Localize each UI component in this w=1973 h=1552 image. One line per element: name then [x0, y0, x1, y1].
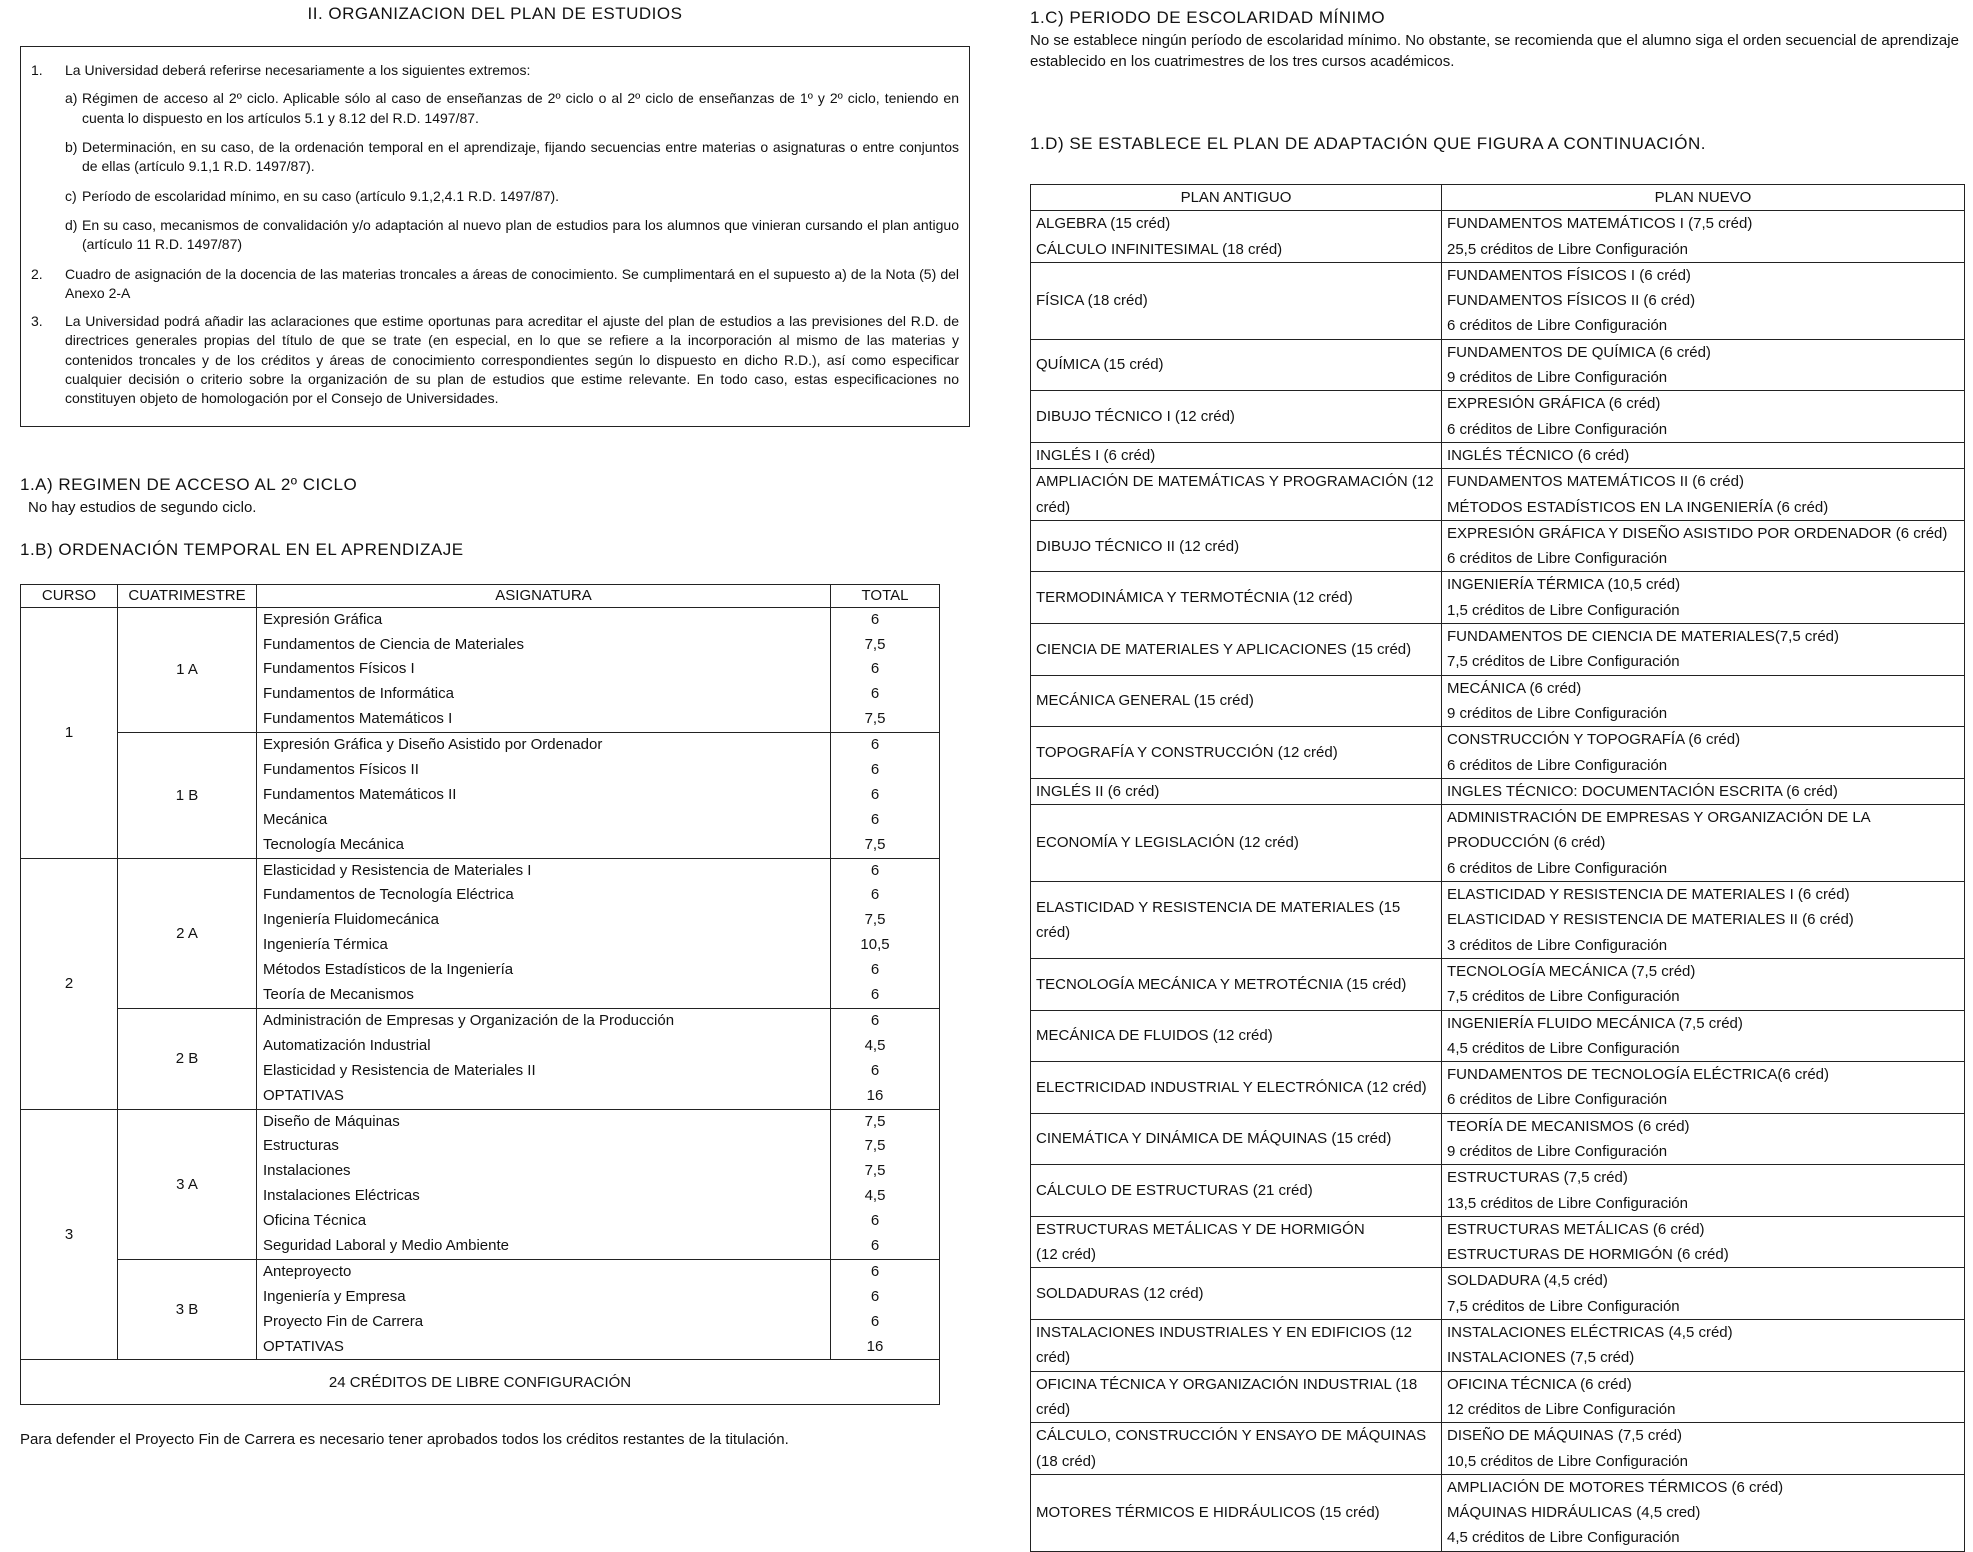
- sub-text: Período de escolaridad mínimo, en su caso (artículo 9.1,2,4.1 R.D. 1497/87).: [82, 187, 560, 204]
- plan-antiguo-line: TERMODINÁMICA Y TERMOTÉCNIA (12 créd): [1036, 589, 1353, 607]
- asignatura-name: Instalaciones Eléctricas: [263, 1187, 420, 1205]
- asignatura-cell: [257, 733, 831, 858]
- total-value: 6: [870, 685, 880, 703]
- plan-antiguo-line: CÁLCULO, CONSTRUCCIÓN Y ENSAYO DE MÁQUINAS (18 créd): [1036, 1427, 1427, 1470]
- instruction-item-1: [31, 61, 959, 80]
- total-value: 7,5: [864, 911, 886, 929]
- total-value: 7,5: [864, 1137, 886, 1155]
- plan-nuevo-line: SOLDADURA (4,5 créd): [1447, 1272, 1608, 1290]
- total-value: 6: [870, 1061, 880, 1079]
- sub-item-a: [65, 89, 959, 128]
- total-value: 6: [870, 736, 880, 754]
- total-value: 6: [870, 1287, 880, 1305]
- plan-antiguo-line: SOLDADURAS (12 créd): [1036, 1285, 1204, 1303]
- plan-nuevo-line: MÁQUINAS HIDRÁULICAS (4,5 cred): [1447, 1504, 1701, 1522]
- table-row: [21, 1259, 940, 1360]
- curso-cell: 2: [21, 858, 118, 1109]
- asignatura-name: Ingeniería Fluidomecánica: [263, 911, 439, 929]
- sub-item-d: [65, 216, 959, 255]
- asignatura-name: Métodos Estadísticos de la Ingeniería: [263, 961, 514, 979]
- plan-antiguo-cell: [1031, 1062, 1442, 1114]
- plan-antiguo-line: INGLÉS II (6 créd): [1036, 782, 1160, 800]
- header-total: TOTAL: [831, 584, 940, 607]
- total-value: 7,5: [864, 710, 886, 728]
- plan-antiguo-cell: [1031, 339, 1442, 391]
- asignatura-name: Anteproyecto: [263, 1262, 352, 1280]
- asignatura-cell: [257, 1259, 831, 1360]
- plan-antiguo-cell: [1031, 805, 1442, 882]
- plan-antiguo-cell: [1031, 675, 1442, 727]
- asignatura-name: Ingeniería y Empresa: [263, 1287, 406, 1305]
- plan-antiguo-cell: [1031, 469, 1442, 521]
- sub-text: Régimen de acceso al 2º ciclo. Aplicable sólo al caso de enseñanzas de 2º ciclo o al 2º ciclo de enseñanzas de 1º y 2º ciclo, teniendo en cuenta lo dispuesto en los artículos 5.1 y 8.12 del R.D. 1497/87.: [82, 90, 959, 126]
- plan-nuevo-line: ESTRUCTURAS (7,5 créd): [1447, 1169, 1628, 1187]
- plan-nuevo-line: INGENIERÍA FLUIDO MECÁNICA (7,5 créd): [1447, 1014, 1743, 1032]
- plan-antiguo-line: CÁLCULO INFINITESIMAL (18 créd): [1036, 240, 1283, 258]
- table-header-row: [1031, 185, 1965, 211]
- plan-antiguo-line: ELECTRICIDAD INDUSTRIAL Y ELECTRÓNICA (12 créd): [1036, 1078, 1427, 1096]
- total-value: 6: [870, 610, 880, 628]
- plan-antiguo-cell: [1031, 1113, 1442, 1165]
- plan-antiguo-cell: [1031, 882, 1442, 959]
- plan-antiguo-cell: [1031, 727, 1442, 779]
- plan-nuevo-cell: [1442, 1474, 1965, 1551]
- plan-nuevo-cell: [1442, 442, 1965, 468]
- plan-antiguo-cell: [1031, 1216, 1442, 1268]
- table-row: [1031, 1165, 1965, 1217]
- plan-nuevo-cell: [1442, 778, 1965, 804]
- table-footer-row: [21, 1360, 940, 1405]
- asignatura-name: Fundamentos de Tecnología Eléctrica: [263, 886, 514, 904]
- plan-nuevo-cell: [1442, 520, 1965, 572]
- plan-nuevo-line: EXPRESIÓN GRÁFICA Y DISEÑO ASISTIDO POR ORDENADOR (6 créd): [1447, 524, 1948, 542]
- plan-nuevo-line: DISEÑO DE MÁQUINAS (7,5 créd): [1447, 1427, 1683, 1445]
- instructions-box: [20, 46, 970, 427]
- instruction-item-3: [31, 312, 959, 409]
- plan-nuevo-line: TEORÍA DE MECANISMOS (6 créd): [1447, 1117, 1690, 1135]
- total-value: 7,5: [864, 635, 886, 653]
- total-value: 7,5: [864, 1112, 886, 1130]
- header-asignatura: ASIGNATURA: [257, 584, 831, 607]
- header-plan-antiguo: PLAN ANTIGUO: [1031, 185, 1442, 211]
- table-row: [1031, 1062, 1965, 1114]
- plan-nuevo-line: 6 créditos de Libre Configuración: [1447, 859, 1668, 877]
- plan-nuevo-line: 12 créditos de Libre Configuración: [1447, 1400, 1676, 1418]
- asignatura-cell: [257, 607, 831, 732]
- plan-nuevo-cell: [1442, 1320, 1965, 1372]
- asignatura-name: Tecnología Mecánica: [263, 835, 404, 853]
- cuatrimestre-cell: 1 B: [118, 733, 257, 858]
- plan-nuevo-line: TECNOLOGÍA MECÁNICA (7,5 créd): [1447, 962, 1696, 980]
- plan-nuevo-line: 6 créditos de Libre Configuración: [1447, 1091, 1668, 1109]
- table-row: [1031, 1474, 1965, 1551]
- header-plan-nuevo: PLAN NUEVO: [1442, 185, 1965, 211]
- table-row: [1031, 442, 1965, 468]
- plan-nuevo-line: 25,5 créditos de Libre Configuración: [1447, 240, 1688, 258]
- asignatura-name: Oficina Técnica: [263, 1212, 367, 1230]
- sub-letter: c): [65, 187, 77, 204]
- asignatura-cell: [257, 1008, 831, 1109]
- table-row: [1031, 1371, 1965, 1423]
- plan-nuevo-line: FUNDAMENTOS FÍSICOS II (6 créd): [1447, 292, 1696, 310]
- plan-antiguo-cell: [1031, 1474, 1442, 1551]
- total-value: 6: [870, 785, 880, 803]
- asignatura-name: Elasticidad y Resistencia de Materiales II: [263, 1061, 536, 1079]
- plan-nuevo-line: INGLÉS TÉCNICO (6 créd): [1447, 446, 1630, 464]
- asignatura-name: Fundamentos de Informática: [263, 685, 454, 703]
- table-row: [1031, 1268, 1965, 1320]
- plan-nuevo-line: 13,5 créditos de Libre Configuración: [1447, 1194, 1688, 1212]
- plan-nuevo-line: 7,5 créditos de Libre Configuración: [1447, 1297, 1680, 1315]
- total-value: 6: [870, 1312, 880, 1330]
- total-value: 16: [866, 1337, 884, 1355]
- total-value: 4,5: [864, 1187, 886, 1205]
- table-row: [21, 607, 940, 732]
- table-row: [1031, 958, 1965, 1010]
- adaptation-table: [1030, 184, 1965, 1552]
- table-row: [1031, 1113, 1965, 1165]
- table-row: [1031, 339, 1965, 391]
- plan-antiguo-line: MECÁNICA GENERAL (15 créd): [1036, 692, 1254, 710]
- total-value: 7,5: [864, 835, 886, 853]
- plan-antiguo-line: AMPLIACIÓN DE MATEMÁTICAS Y PROGRAMACIÓN (12 créd): [1036, 473, 1434, 516]
- asignatura-name: Fundamentos Físicos II: [263, 761, 419, 779]
- item-text: Cuadro de asignación de la docencia de las materias troncales a áreas de conocimiento. Se cumplimentará en el supuesto a) de la Nota (5) del Anexo 2-A: [65, 265, 959, 301]
- total-value: 6: [870, 660, 880, 678]
- instruction-item-2: [31, 265, 959, 304]
- asignatura-name: Administración de Empresas y Organización de la Producción: [263, 1011, 675, 1029]
- table-row: [1031, 727, 1965, 779]
- plan-antiguo-cell: [1031, 262, 1442, 339]
- asignatura-name: Diseño de Máquinas: [263, 1112, 400, 1130]
- plan-antiguo-line: INSTALACIONES INDUSTRIALES Y EN EDIFICIOS (12 créd): [1036, 1324, 1412, 1367]
- total-cell: [831, 1259, 940, 1360]
- section-1a-title: 1.A) REGIMEN DE ACCESO AL 2º CICLO: [20, 474, 358, 494]
- plan-nuevo-cell: [1442, 958, 1965, 1010]
- plan-nuevo-line: 6 créditos de Libre Configuración: [1447, 756, 1668, 774]
- total-value: 6: [870, 861, 880, 879]
- plan-nuevo-cell: [1442, 805, 1965, 882]
- plan-nuevo-line: ELASTICIDAD Y RESISTENCIA DE MATERIALES I (6 créd): [1447, 886, 1850, 904]
- item-number: 2.: [31, 265, 43, 282]
- plan-antiguo-cell: [1031, 958, 1442, 1010]
- table-row: [21, 1008, 940, 1109]
- header-cuatrimestre: CUATRIMESTRE: [118, 584, 257, 607]
- plan-nuevo-line: FUNDAMENTOS DE TECNOLOGÍA ELÉCTRICA(6 créd): [1447, 1066, 1830, 1084]
- plan-nuevo-cell: [1442, 1216, 1965, 1268]
- asignatura-name: Estructuras: [263, 1137, 339, 1155]
- plan-antiguo-cell: [1031, 211, 1442, 263]
- plan-nuevo-line: EXPRESIÓN GRÁFICA (6 créd): [1447, 395, 1661, 413]
- plan-antiguo-cell: [1031, 1320, 1442, 1372]
- total-cell: [831, 607, 940, 732]
- plan-nuevo-line: 10,5 créditos de Libre Configuración: [1447, 1452, 1688, 1470]
- plan-antiguo-cell: [1031, 1371, 1442, 1423]
- plan-nuevo-line: 4,5 créditos de Libre Configuración: [1447, 1529, 1680, 1547]
- total-value: 6: [870, 886, 880, 904]
- plan-nuevo-line: 9 créditos de Libre Configuración: [1447, 369, 1668, 387]
- plan-antiguo-cell: [1031, 1423, 1442, 1475]
- plan-nuevo-cell: [1442, 1268, 1965, 1320]
- plan-nuevo-line: FUNDAMENTOS MATEMÁTICOS I (7,5 créd): [1447, 215, 1753, 233]
- table-row: [1031, 572, 1965, 624]
- plan-antiguo-cell: [1031, 1165, 1442, 1217]
- plan-nuevo-line: INGLES TÉCNICO: DOCUMENTACIÓN ESCRITA (6 créd): [1447, 782, 1838, 800]
- asignatura-name: Instalaciones: [263, 1162, 351, 1180]
- plan-nuevo-cell: [1442, 469, 1965, 521]
- plan-nuevo-cell: [1442, 1423, 1965, 1475]
- cuatrimestre-cell: 2 B: [118, 1008, 257, 1109]
- plan-nuevo-cell: [1442, 572, 1965, 624]
- cuatrimestre-cell: 3 A: [118, 1109, 257, 1259]
- asignatura-cell: [257, 858, 831, 1008]
- curso-cell: 1: [21, 607, 118, 858]
- plan-nuevo-line: INGENIERÍA TÉRMICA (10,5 créd): [1447, 576, 1681, 594]
- plan-nuevo-cell: [1442, 1062, 1965, 1114]
- plan-nuevo-line: 4,5 créditos de Libre Configuración: [1447, 1039, 1680, 1057]
- plan-antiguo-line: DIBUJO TÉCNICO II (12 créd): [1036, 537, 1240, 555]
- plan-antiguo-line: CIENCIA DE MATERIALES Y APLICACIONES (15 créd): [1036, 640, 1412, 658]
- plan-nuevo-line: ELASTICIDAD Y RESISTENCIA DE MATERIALES II (6 créd): [1447, 911, 1854, 929]
- total-value: 6: [870, 761, 880, 779]
- plan-nuevo-cell: [1442, 882, 1965, 959]
- plan-nuevo-cell: [1442, 211, 1965, 263]
- plan-nuevo-line: 6 créditos de Libre Configuración: [1447, 550, 1668, 568]
- total-value: 6: [870, 810, 880, 828]
- cuatrimestre-cell: 1 A: [118, 607, 257, 732]
- asignatura-name: OPTATIVAS: [263, 1086, 344, 1104]
- plan-nuevo-cell: [1442, 1371, 1965, 1423]
- item-number: 3.: [31, 313, 43, 330]
- table-header-row: [21, 584, 940, 607]
- table-row: [21, 1109, 940, 1259]
- total-value: 7,5: [864, 1162, 886, 1180]
- plan-nuevo-cell: [1442, 727, 1965, 779]
- plan-antiguo-line: (12 créd): [1036, 1246, 1097, 1264]
- plan-nuevo-cell: [1442, 1113, 1965, 1165]
- total-value: 6: [870, 986, 880, 1004]
- plan-nuevo-cell: [1442, 391, 1965, 443]
- section-1d-title: 1.D) SE ESTABLECE EL PLAN DE ADAPTACIÓN QUE FIGURA A CONTINUACIÓN.: [1030, 134, 1707, 153]
- total-value: 4,5: [864, 1036, 886, 1054]
- plan-antiguo-line: ECONOMÍA Y LEGISLACIÓN (12 créd): [1036, 834, 1299, 852]
- plan-nuevo-cell: [1442, 1165, 1965, 1217]
- plan-nuevo-line: FUNDAMENTOS FÍSICOS I (6 créd): [1447, 266, 1691, 284]
- asignatura-name: Elasticidad y Resistencia de Materiales I: [263, 861, 532, 879]
- asignatura-name: Automatización Industrial: [263, 1036, 431, 1054]
- total-value: 16: [866, 1086, 884, 1104]
- plan-antiguo-cell: [1031, 572, 1442, 624]
- sub-letter: d): [65, 216, 78, 233]
- final-note: Para defender el Proyecto Fin de Carrera es necesario tener aprobados todos los créditos restantes de la titulación.: [20, 1431, 789, 1449]
- plan-nuevo-line: FUNDAMENTOS MATEMÁTICOS II (6 créd): [1447, 473, 1744, 491]
- table-row: [21, 733, 940, 858]
- asignatura-name: Ingeniería Térmica: [263, 936, 388, 954]
- plan-nuevo-line: 1,5 créditos de Libre Configuración: [1447, 601, 1680, 619]
- table-row: [1031, 262, 1965, 339]
- table-row: [1031, 882, 1965, 959]
- plan-antiguo-line: MECÁNICA DE FLUIDOS (12 créd): [1036, 1027, 1273, 1045]
- plan-nuevo-line: FUNDAMENTOS DE CIENCIA DE MATERIALES(7,5 créd): [1447, 628, 1840, 646]
- asignatura-cell: [257, 1109, 831, 1259]
- sub-letter: b): [65, 138, 78, 155]
- asignatura-name: Fundamentos Matemáticos II: [263, 785, 457, 803]
- plan-nuevo-line: MECÁNICA (6 créd): [1447, 679, 1582, 697]
- page-title: II. ORGANIZACION DEL PLAN DE ESTUDIOS: [307, 4, 683, 23]
- cuatrimestre-cell: 3 B: [118, 1259, 257, 1360]
- total-cell: [831, 858, 940, 1008]
- plan-antiguo-cell: [1031, 520, 1442, 572]
- total-value: 6: [870, 1011, 880, 1029]
- item-text: La Universidad podrá añadir las aclaraciones que estime oportunas para acreditar el ajuste del plan de estudios a las previsiones del R.D. de directrices generales propias del título de que se trate (en especial, en lo que se refiere a la incorporación al mismo de las materias y contenidos troncales y de los créditos y áreas de conocimiento correspondientes según lo dispuesto en dicho R.D.), así como especificar cualquier decisión o criterio sobre la organización de su plan de estudios que estime relevante. En todo caso, estas especificaciones no constituyen objeto de homologación por el Consejo de Universidades.: [65, 313, 959, 407]
- asignatura-name: Mecánica: [263, 810, 328, 828]
- asignatura-name: Fundamentos Matemáticos I: [263, 710, 453, 728]
- asignatura-name: Expresión Gráfica: [263, 610, 383, 628]
- sub-text: Determinación, en su caso, de la ordenación temporal en el aprendizaje, fijando secuencias entre materias o asignaturas o entre conjuntos de ellas (artículo 9.1,1 R.D. 1497/87).: [82, 138, 959, 175]
- sub-item-b: [65, 138, 959, 177]
- plan-nuevo-line: OFICINA TÉCNICA (6 créd): [1447, 1375, 1632, 1393]
- plan-antiguo-line: FÍSICA (18 créd): [1036, 292, 1148, 310]
- asignatura-name: OPTATIVAS: [263, 1337, 344, 1355]
- table-row: [21, 858, 940, 1008]
- asignatura-name: Expresión Gráfica y Diseño Asistido por Ordenador: [263, 736, 603, 754]
- item-text: La Universidad deberá referirse necesariamente a los siguientes extremos:: [65, 62, 531, 78]
- plan-nuevo-line: MÉTODOS ESTADÍSTICOS EN LA INGENIERÍA (6 créd): [1447, 498, 1829, 516]
- section-1a-text: No hay estudios de segundo ciclo.: [28, 498, 257, 516]
- plan-antiguo-line: OFICINA TÉCNICA Y ORGANIZACIÓN INDUSTRIAL (18 créd): [1036, 1375, 1418, 1418]
- plan-antiguo-line: TOPOGRAFÍA Y CONSTRUCCIÓN (12 créd): [1036, 743, 1338, 761]
- plan-nuevo-line: 9 créditos de Libre Configuración: [1447, 1142, 1668, 1160]
- section-1b-title: 1.B) ORDENACIÓN TEMPORAL EN EL APRENDIZAJE: [20, 539, 464, 559]
- plan-nuevo-line: 6 créditos de Libre Configuración: [1447, 420, 1668, 438]
- cuatrimestre-cell: 2 A: [118, 858, 257, 1008]
- plan-antiguo-line: ALGEBRA (15 créd): [1036, 215, 1171, 233]
- table-row: [1031, 778, 1965, 804]
- plan-antiguo-cell: [1031, 442, 1442, 468]
- plan-antiguo-line: TECNOLOGÍA MECÁNICA Y METROTÉCNIA (15 créd): [1036, 975, 1407, 993]
- plan-antiguo-line: MOTORES TÉRMICOS E HIDRÁULICOS (15 créd): [1036, 1504, 1380, 1522]
- table-row: [1031, 1320, 1965, 1372]
- item-number: 1.: [31, 62, 43, 78]
- plan-antiguo-line: INGLÉS I (6 créd): [1036, 446, 1156, 464]
- plan-nuevo-line: FUNDAMENTOS DE QUÍMICA (6 créd): [1447, 343, 1711, 361]
- plan-nuevo-cell: [1442, 675, 1965, 727]
- plan-antiguo-cell: [1031, 391, 1442, 443]
- table-row: [1031, 469, 1965, 521]
- plan-nuevo-line: AMPLIACIÓN DE MOTORES TÉRMICOS (6 créd): [1447, 1478, 1784, 1496]
- temporal-order-table: [20, 584, 940, 1406]
- plan-antiguo-cell: [1031, 624, 1442, 676]
- plan-antiguo-line: CINEMÁTICA Y DINÁMICA DE MÁQUINAS (15 créd): [1036, 1130, 1392, 1148]
- table-row: [1031, 1216, 1965, 1268]
- plan-nuevo-cell: [1442, 1010, 1965, 1062]
- section-1c-text: No se establece ningún período de escolaridad mínimo. No obstante, se recomienda que el alumno siga el orden secuencial de aprendizaje establecido en los cuatrimestres de los tres cursos académicos.: [1030, 32, 1959, 70]
- plan-nuevo-line: 3 créditos de Libre Configuración: [1447, 936, 1668, 954]
- table-row: [1031, 211, 1965, 263]
- right-column: [1030, 0, 1965, 1552]
- total-value: 6: [870, 1262, 880, 1280]
- plan-nuevo-line: ESTRUCTURAS METÁLICAS (6 créd): [1447, 1220, 1705, 1238]
- libre-configuracion-note: 24 CRÉDITOS DE LIBRE CONFIGURACIÓN: [21, 1360, 940, 1405]
- plan-nuevo-line: 6 créditos de Libre Configuración: [1447, 317, 1668, 335]
- plan-nuevo-cell: [1442, 624, 1965, 676]
- plan-antiguo-line: ESTRUCTURAS METÁLICAS Y DE HORMIGÓN: [1036, 1220, 1365, 1238]
- table-row: [1031, 624, 1965, 676]
- asignatura-name: Proyecto Fin de Carrera: [263, 1312, 424, 1330]
- plan-nuevo-line: 7,5 créditos de Libre Configuración: [1447, 653, 1680, 671]
- plan-antiguo-line: ELASTICIDAD Y RESISTENCIA DE MATERIALES (15 créd): [1036, 898, 1401, 941]
- total-value: 6: [870, 1212, 880, 1230]
- plan-antiguo-cell: [1031, 1010, 1442, 1062]
- plan-nuevo-cell: [1442, 339, 1965, 391]
- plan-nuevo-line: 7,5 créditos de Libre Configuración: [1447, 988, 1680, 1006]
- plan-nuevo-cell: [1442, 262, 1965, 339]
- plan-antiguo-line: DIBUJO TÉCNICO I (12 créd): [1036, 408, 1235, 426]
- total-value: 6: [870, 1236, 880, 1254]
- total-cell: [831, 733, 940, 858]
- sub-item-c: [65, 187, 959, 206]
- plan-nuevo-line: CONSTRUCCIÓN Y TOPOGRAFÍA (6 créd): [1447, 731, 1741, 749]
- table-row: [1031, 805, 1965, 882]
- plan-nuevo-line: INSTALACIONES ELÉCTRICAS (4,5 créd): [1447, 1324, 1733, 1342]
- total-cell: [831, 1109, 940, 1259]
- table-row: [1031, 675, 1965, 727]
- section-1c-title: 1.C) PERIODO DE ESCOLARIDAD MÍNIMO: [1030, 8, 1386, 27]
- left-column: [20, 0, 970, 1448]
- table-row: [1031, 520, 1965, 572]
- asignatura-name: Fundamentos Físicos I: [263, 660, 415, 678]
- total-cell: [831, 1008, 940, 1109]
- table-row: [1031, 1010, 1965, 1062]
- curso-cell: 3: [21, 1109, 118, 1360]
- header-curso: CURSO: [21, 584, 118, 607]
- sub-text: En su caso, mecanismos de convalidación y/o adaptación al nuevo plan de estudios para los alumnos que vinieran cursando el plan antiguo (artículo 11 R.D. 1497/87): [82, 216, 959, 253]
- asignatura-name: Seguridad Laboral y Medio Ambiente: [263, 1236, 509, 1254]
- total-value: 10,5: [860, 936, 890, 954]
- table-row: [1031, 1423, 1965, 1475]
- plan-nuevo-line: ADMINISTRACIÓN DE EMPRESAS Y ORGANIZACIÓN DE LA PRODUCCIÓN (6 créd): [1447, 809, 1870, 852]
- sub-letter: a): [65, 90, 78, 107]
- asignatura-name: Teoría de Mecanismos: [263, 986, 414, 1004]
- plan-antiguo-cell: [1031, 778, 1442, 804]
- plan-antiguo-line: QUÍMICA (15 créd): [1036, 356, 1164, 374]
- plan-nuevo-line: 9 créditos de Libre Configuración: [1447, 704, 1668, 722]
- plan-nuevo-line: INSTALACIONES (7,5 créd): [1447, 1349, 1635, 1367]
- table-row: [1031, 391, 1965, 443]
- plan-antiguo-line: CÁLCULO DE ESTRUCTURAS (21 créd): [1036, 1181, 1313, 1199]
- asignatura-name: Fundamentos de Ciencia de Materiales: [263, 635, 524, 653]
- plan-antiguo-cell: [1031, 1268, 1442, 1320]
- total-value: 6: [870, 961, 880, 979]
- plan-nuevo-line: ESTRUCTURAS DE HORMIGÓN (6 créd): [1447, 1246, 1729, 1264]
